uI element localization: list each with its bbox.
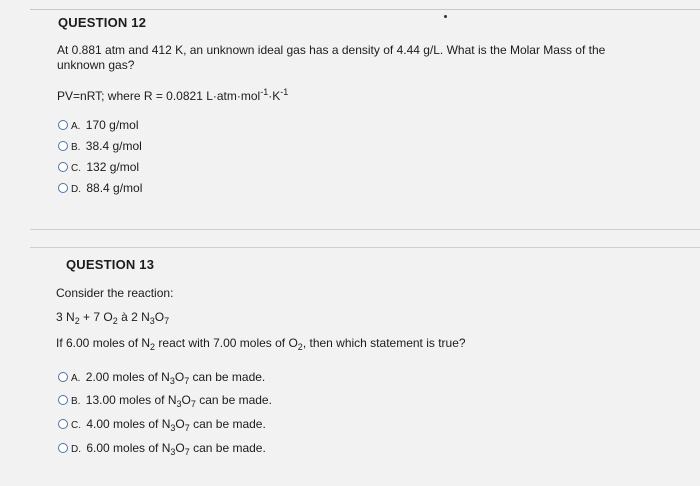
choice-text: can be made.: [195, 393, 272, 407]
top-divider: [30, 9, 700, 10]
choice-text: can be made.: [189, 417, 266, 431]
q12-choice-c[interactable]: [58, 160, 139, 174]
choice-text: can be made.: [189, 441, 266, 455]
choice-subscript: 3: [170, 447, 176, 457]
reaction-part: 3 N: [56, 310, 75, 324]
choice-text: 4.00 moles of N: [86, 417, 171, 431]
formula-text-k: ·K: [268, 89, 281, 103]
choice-text: 13.00 moles of N: [85, 393, 177, 407]
reaction-subscript: 3: [149, 316, 155, 326]
q13-choice-c[interactable]: [58, 417, 266, 431]
choice-subscript: 7: [190, 399, 196, 409]
radio-button[interactable]: [58, 141, 68, 151]
question-part: , then which statement is true?: [302, 336, 466, 350]
choice-subscript: 7: [184, 376, 190, 386]
q12-choice-d[interactable]: [58, 181, 142, 195]
choice-letter: C.: [71, 163, 81, 174]
radio-button[interactable]: [58, 162, 68, 172]
choice-text: O: [181, 393, 191, 407]
radio-button[interactable]: [58, 443, 68, 453]
dot-mark: [444, 15, 447, 18]
section-divider: [30, 247, 700, 248]
q13-choice-a[interactable]: [58, 370, 265, 384]
choice-text: 2.00 moles of N: [85, 370, 170, 384]
choice-letter: C.: [71, 420, 81, 431]
question-subscript: 2: [150, 342, 156, 352]
reaction-subscript: 2: [74, 316, 80, 326]
choice-text: 6.00 moles of N: [86, 441, 171, 455]
choice-subscript: 3: [169, 376, 175, 386]
choice-subscript: 7: [184, 447, 190, 457]
choice-letter: A.: [71, 373, 81, 384]
choice-text: can be made.: [189, 370, 266, 384]
question-part: react with 7.00 moles of O: [155, 336, 298, 350]
choice-text: O: [174, 370, 185, 384]
choice-letter: D.: [71, 444, 81, 455]
choice-subscript: 3: [176, 399, 182, 409]
q12-choice-a[interactable]: [58, 118, 139, 132]
reaction-subscript: 7: [164, 316, 170, 326]
radio-button[interactable]: [58, 372, 68, 382]
choice-subscript: 7: [184, 423, 190, 433]
choice-text: 170 g/mol: [85, 118, 139, 132]
choice-text: 132 g/mol: [86, 160, 140, 174]
radio-button[interactable]: [58, 183, 68, 193]
reaction-part: à 2 N: [117, 310, 150, 324]
reaction-subscript: 2: [112, 316, 118, 326]
question-13-title: QUESTION 13: [66, 257, 155, 272]
choice-text: 38.4 g/mol: [85, 139, 142, 153]
choice-text: O: [175, 417, 185, 431]
q13-choice-b[interactable]: [58, 393, 272, 407]
choice-letter: A.: [71, 121, 81, 132]
radio-button[interactable]: [58, 419, 68, 429]
q12-choice-b[interactable]: [58, 139, 142, 153]
q13-reaction-equation: [56, 310, 169, 324]
choice-letter: B.: [71, 142, 81, 153]
choice-text: O: [175, 441, 185, 455]
radio-button[interactable]: [58, 120, 68, 130]
question-12-title: QUESTION 12: [58, 15, 147, 30]
q13-choice-d[interactable]: [58, 441, 266, 455]
choice-subscript: 3: [170, 423, 176, 433]
q12-text-line2: unknown gas?: [57, 58, 135, 72]
q12-formula: [57, 89, 288, 103]
radio-button[interactable]: [58, 395, 68, 405]
choice-text: 88.4 g/mol: [86, 181, 143, 195]
reaction-part: + 7 O: [79, 310, 113, 324]
reaction-part: O: [154, 310, 165, 324]
formula-exponent-1: -1: [260, 87, 269, 97]
q12-text-line1: At 0.881 atm and 412 K, an unknown ideal gas has a density of 4.44 g/L. What is the Molar Mass of the: [57, 43, 606, 57]
q13-question-text: [56, 336, 466, 350]
question-subscript: 2: [297, 342, 303, 352]
formula-text: PV=nRT; where R = 0.0821 L·atm·mol: [57, 89, 261, 103]
question-part: If 6.00 moles of N: [56, 336, 151, 350]
section-divider: [30, 229, 700, 230]
choice-letter: D.: [71, 184, 81, 195]
choice-letter: B.: [71, 396, 81, 407]
formula-exponent-2: -1: [280, 87, 289, 97]
q13-consider-text: Consider the reaction:: [56, 286, 174, 300]
